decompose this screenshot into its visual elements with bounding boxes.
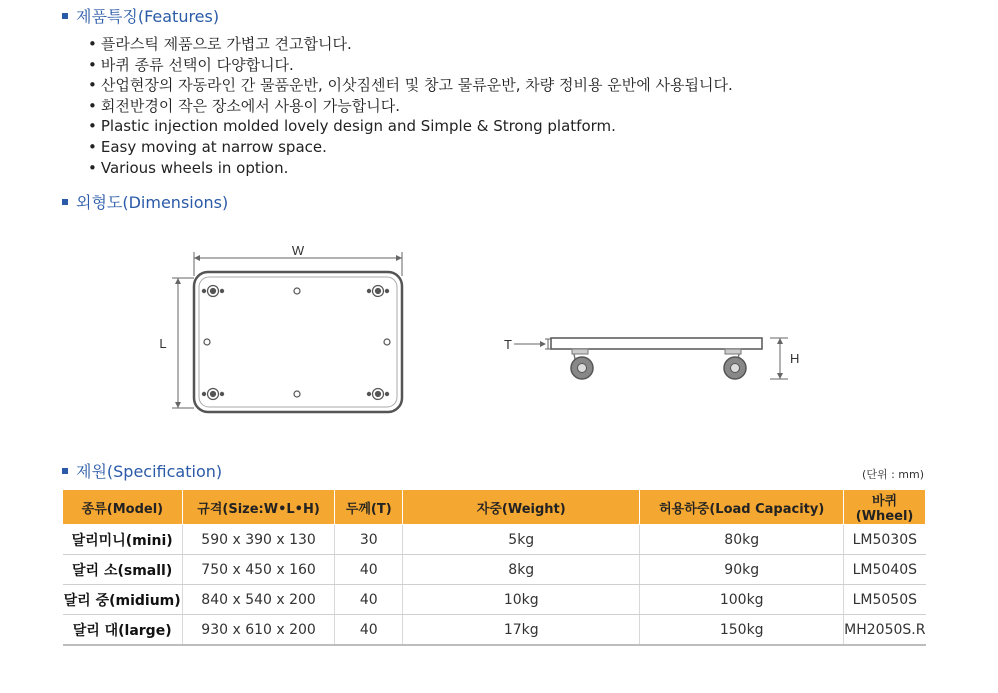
- cell-model: 달리 중(midium): [63, 585, 183, 615]
- specification-table: [62, 489, 926, 646]
- column-header-weight: 자중(Weight): [403, 490, 640, 525]
- top-view-drawing: [172, 252, 402, 412]
- cell-thickness: 40: [335, 585, 403, 615]
- cell-load-capacity: 150kg: [640, 615, 844, 646]
- cell-model: 달리미니(mini): [63, 525, 183, 555]
- column-header-load-capacity: 허용하중(Load Capacity): [640, 490, 844, 525]
- column-header-thickness: 두께(T): [335, 490, 403, 525]
- feature-item: • Easy moving at narrow space.: [88, 137, 733, 158]
- cell-load-capacity: 80kg: [640, 525, 844, 555]
- specification-heading: [62, 459, 222, 482]
- unit-note: (단위 : mm): [862, 468, 924, 481]
- feature-item: • 산업현장의 자동라인 간 물품운반, 이삿짐센터 및 창고 물류운반, 차량 정비용 운반에 사용됩니다.: [88, 75, 733, 96]
- width-label: W: [291, 243, 305, 258]
- table-row: [63, 525, 926, 555]
- features-heading-text: 제품특징(Features): [76, 7, 220, 26]
- feature-item: • 플라스틱 제품으로 가볍고 견고합니다.: [88, 34, 733, 55]
- cell-weight: 8kg: [403, 555, 640, 585]
- cell-thickness: 30: [335, 525, 403, 555]
- table-row: [63, 555, 926, 585]
- cell-load-capacity: 100kg: [640, 585, 844, 615]
- cell-wheel: LM5040S: [844, 555, 926, 585]
- table-row: [63, 585, 926, 615]
- cell-size: 840 x 540 x 200: [182, 585, 335, 615]
- cell-model: 달리 대(large): [63, 615, 183, 646]
- column-header-wheel: 바퀴(Wheel): [844, 490, 926, 525]
- feature-item: • 회전반경이 작은 장소에서 사용이 가능합니다.: [88, 96, 733, 117]
- feature-item: • Various wheels in option.: [88, 158, 733, 179]
- cell-model: 달리 소(small): [63, 555, 183, 585]
- feature-item: • Plastic injection molded lovely design and Simple & Strong platform.: [88, 116, 733, 137]
- cell-size: 750 x 450 x 160: [182, 555, 335, 585]
- table-header-row: [63, 490, 926, 525]
- cell-weight: 5kg: [403, 525, 640, 555]
- cell-weight: 10kg: [403, 585, 640, 615]
- square-bullet-icon: [62, 468, 68, 474]
- specification-heading-text: 제원(Specification): [76, 462, 223, 481]
- column-header-size: 규격(Size:W•L•H): [182, 490, 335, 525]
- cell-wheel: LM5050S: [844, 585, 926, 615]
- feature-item: • 바퀴 종류 선택이 다양합니다.: [88, 55, 733, 76]
- thickness-label: T: [504, 337, 512, 352]
- cell-load-capacity: 90kg: [640, 555, 844, 585]
- platform-side-outline: [551, 338, 762, 349]
- table-row: [63, 615, 926, 646]
- height-label: H: [790, 351, 800, 366]
- length-label: L: [159, 336, 167, 351]
- dimensions-heading-text: 외형도(Dimensions): [76, 193, 229, 212]
- cell-wheel: MH2050S.R: [844, 615, 926, 646]
- cell-thickness: 40: [335, 615, 403, 646]
- side-view-drawing: [514, 338, 788, 379]
- cell-wheel: LM5030S: [844, 525, 926, 555]
- column-header-model: 종류(Model): [63, 490, 183, 525]
- cell-size: 590 x 390 x 130: [182, 525, 335, 555]
- cell-weight: 17kg: [403, 615, 640, 646]
- cell-thickness: 40: [335, 555, 403, 585]
- cell-size: 930 x 610 x 200: [182, 615, 335, 646]
